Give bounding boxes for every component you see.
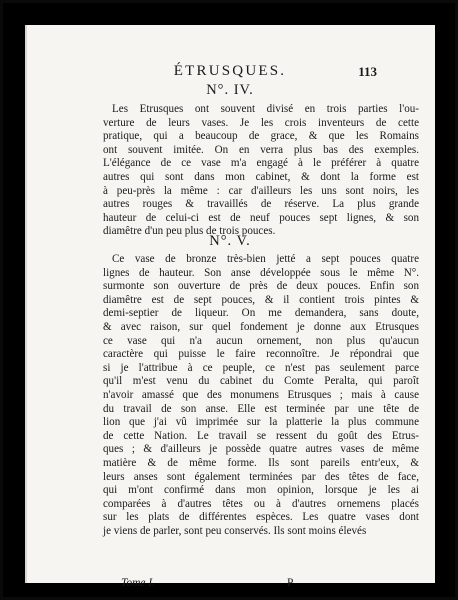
- text-line: sur les plats de différentes espèces. Les quatre vases dont: [103, 511, 419, 524]
- text-line: qu'il m'est venu du cabinet du Comte Peralta, qui paroît: [103, 375, 419, 388]
- text-line: demi-septier de liqueur. On me demandera, sans doute,: [103, 307, 419, 320]
- text-line: ont souvent imitée. On en verra plus bas des exemples.: [103, 143, 419, 156]
- text-line: diamêtre d'un peu plus de trois pouces.: [103, 225, 276, 238]
- running-title: ÉTRUSQUES.: [173, 63, 287, 79]
- section-iv-text: [103, 103, 419, 239]
- text-line: n'avoir amassé que des monumens Etrusques ; mais à cause: [103, 388, 419, 401]
- text-line: je viens de parler, sont peu conservés. Ils sont moins élevés: [103, 524, 367, 537]
- text-line: surmonte son ouverture de près de deux pouces. Enfin son: [103, 280, 419, 293]
- text-line: autres rouges & travaillés de réserve. La plus grande: [103, 198, 419, 211]
- text-line: verture de leurs vases. Je les crois inventeurs de cette: [103, 116, 419, 129]
- text-line: lignes de hauteur. Son anse développée sous le même N°.: [103, 266, 419, 279]
- text-line: Ce vase de bronze très-bien jetté a sept pouces quatre: [112, 253, 419, 265]
- text-line: matière & de même forme. Ils sont pareils entr'eux, &: [103, 456, 419, 469]
- text-line: à peu-près la même : car d'ailleurs les uns sont noirs, les: [103, 184, 419, 197]
- text-line: comparées à d'autres têtes ou à d'autres ornemens placés: [103, 497, 419, 510]
- text-line: qui m'ont confirmé dans mon opinion, lorsque je les ai: [103, 484, 419, 497]
- text-line: Les Etrusques ont souvent divisé en trois parties l'ou-: [112, 103, 419, 115]
- text-line: ques ; & d'ailleurs je possède quatre autres vases de même: [103, 443, 419, 456]
- section-heading-v: N°. V.: [209, 233, 251, 249]
- text-line: pratique, qui a beaucoup de grace, & que les Romains: [103, 130, 419, 143]
- text-line: L'élégance de ce vase m'a engagé à le préférer à quatre: [103, 157, 419, 170]
- text-line: & avec raison, sur quel fondement je donne aux Etrusques: [103, 320, 419, 333]
- page-number: 113: [358, 64, 377, 79]
- signature-mark: P: [287, 577, 294, 589]
- section-v-text: [103, 253, 419, 538]
- text-line: autres qui sont dans mon cabinet, & dont la forme est: [103, 170, 419, 183]
- text-line: ce vase qui n'a aucun ornement, non plus qu'aucun: [103, 334, 419, 347]
- text-line: de cette Nation. Le travail se ressent du goût des Etrus-: [103, 429, 419, 442]
- volume-label: Tome I.: [121, 577, 156, 589]
- page-footer: [103, 577, 403, 593]
- text-line: leurs anses sont également terminées par des têtes de face,: [103, 470, 419, 483]
- section-heading-iv: N°. IV.: [206, 82, 254, 98]
- text-line: si je l'attribue à ce peuple, ce n'est pas seulement parce: [103, 361, 419, 374]
- text-line: hauteur de celui-ci est de neuf pouces sept lignes, & son: [103, 211, 419, 224]
- text-line: lion que j'ai vû imprimée sur la platterie la plus commune: [103, 416, 419, 429]
- text-line: caractère qui puisse le faire reconnoître. Je répondrai que: [103, 348, 419, 361]
- text-line: diamêtre est de sept pouces, & il contient trois pintes &: [103, 293, 419, 306]
- book-page: [25, 25, 435, 589]
- text-line: du travail de son anse. Elle est terminée par une tête de: [103, 402, 419, 415]
